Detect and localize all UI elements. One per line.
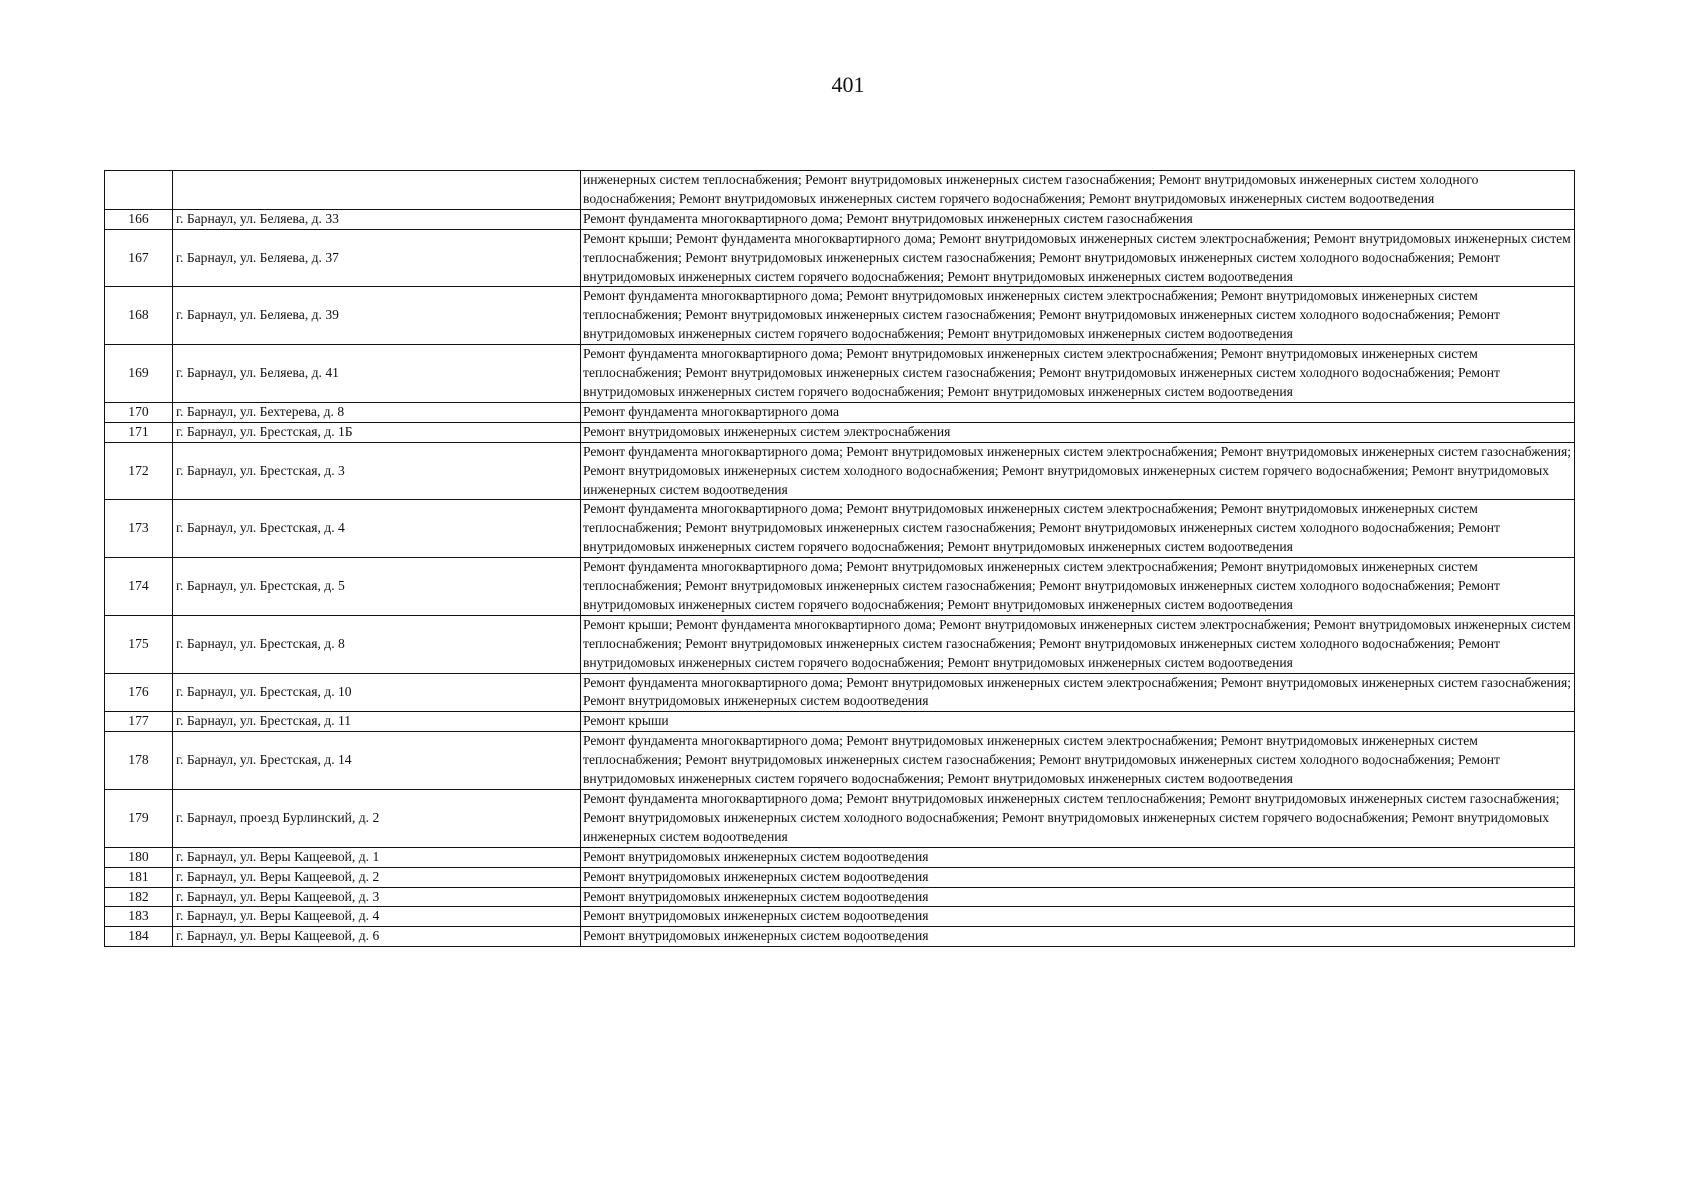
row-number: 175 bbox=[105, 615, 173, 673]
row-number: 184 bbox=[105, 927, 173, 947]
row-work-types: Ремонт внутридомовых инженерных систем электроснабжения bbox=[581, 422, 1575, 442]
row-number: 182 bbox=[105, 887, 173, 907]
row-address: г. Барнаул, ул. Брестская, д. 10 bbox=[173, 673, 581, 712]
row-number: 171 bbox=[105, 422, 173, 442]
row-address: г. Барнаул, ул. Веры Кащеевой, д. 4 bbox=[173, 907, 581, 927]
row-number: 174 bbox=[105, 558, 173, 616]
row-address: г. Барнаул, ул. Беляева, д. 33 bbox=[173, 209, 581, 229]
table-row bbox=[105, 229, 1575, 287]
row-number: 168 bbox=[105, 287, 173, 345]
table-row bbox=[105, 422, 1575, 442]
page-number: 401 bbox=[831, 72, 865, 97]
row-work-types: Ремонт фундамента многоквартирного дома; Ремонт внутридомовых инженерных систем электроснабжения; Ремонт внутридомовых инженерных систем теплоснабжения; Ремонт внутридомовых инженерных систем газоснабжения; Ремонт внутридомовых инженерных систем холодного водоснабжения; Ремонт внутридомовых инженерных систем горячего водоснабжения; Ремонт внутридомовых инженерных систем водоотведения bbox=[581, 500, 1575, 558]
row-work-types: Ремонт фундамента многоквартирного дома; Ремонт внутридомовых инженерных систем электроснабжения; Ремонт внутридомовых инженерных систем теплоснабжения; Ремонт внутридомовых инженерных систем газоснабжения; Ремонт внутридомовых инженерных систем холодного водоснабжения; Ремонт внутридомовых инженерных систем горячего водоснабжения; Ремонт внутридомовых инженерных систем водоотведения bbox=[581, 558, 1575, 616]
table-row bbox=[105, 287, 1575, 345]
table-row bbox=[105, 712, 1575, 732]
row-work-types: Ремонт фундамента многоквартирного дома bbox=[581, 402, 1575, 422]
row-address: г. Барнаул, ул. Брестская, д. 8 bbox=[173, 615, 581, 673]
row-address: г. Барнаул, ул. Беляева, д. 37 bbox=[173, 229, 581, 287]
row-number: 176 bbox=[105, 673, 173, 712]
row-number: 183 bbox=[105, 907, 173, 927]
row-address: г. Барнаул, ул. Брестская, д. 14 bbox=[173, 732, 581, 790]
row-work-types: Ремонт фундамента многоквартирного дома; Ремонт внутридомовых инженерных систем электроснабжения; Ремонт внутридомовых инженерных систем газоснабжения; Ремонт внутридомовых инженерных систем холодного водоснабжения; Ремонт внутридомовых инженерных систем горячего водоснабжения; Ремонт внутридомовых инженерных систем водоотведения bbox=[581, 442, 1575, 500]
row-address: г. Барнаул, ул. Беляева, д. 39 bbox=[173, 287, 581, 345]
row-number: 166 bbox=[105, 209, 173, 229]
table-row bbox=[105, 209, 1575, 229]
row-work-types: Ремонт фундамента многоквартирного дома; Ремонт внутридомовых инженерных систем электроснабжения; Ремонт внутридомовых инженерных систем теплоснабжения; Ремонт внутридомовых инженерных систем газоснабжения; Ремонт внутридомовых инженерных систем холодного водоснабжения; Ремонт внутридомовых инженерных систем горячего водоснабжения; Ремонт внутридомовых инженерных систем водоотведения bbox=[581, 732, 1575, 790]
row-work-types: Ремонт фундамента многоквартирного дома; Ремонт внутридомовых инженерных систем теплоснабжения; Ремонт внутридомовых инженерных систем газоснабжения; Ремонт внутридомовых инженерных систем холодного водоснабжения; Ремонт внутридомовых инженерных систем горячего водоснабжения; Ремонт внутридомовых инженерных систем водоотведения bbox=[581, 790, 1575, 848]
row-address: г. Барнаул, ул. Брестская, д. 3 bbox=[173, 442, 581, 500]
table-row bbox=[105, 887, 1575, 907]
row-number: 172 bbox=[105, 442, 173, 500]
row-number: 181 bbox=[105, 867, 173, 887]
row-address: г. Барнаул, ул. Брестская, д. 4 bbox=[173, 500, 581, 558]
row-work-types: Ремонт фундамента многоквартирного дома; Ремонт внутридомовых инженерных систем газоснабжения bbox=[581, 209, 1575, 229]
row-work-types: Ремонт фундамента многоквартирного дома; Ремонт внутридомовых инженерных систем электроснабжения; Ремонт внутридомовых инженерных систем газоснабжения; Ремонт внутридомовых инженерных систем водоотведения bbox=[581, 673, 1575, 712]
row-address: г. Барнаул, ул. Веры Кащеевой, д. 1 bbox=[173, 847, 581, 867]
row-work-types: Ремонт фундамента многоквартирного дома; Ремонт внутридомовых инженерных систем электроснабжения; Ремонт внутридомовых инженерных систем теплоснабжения; Ремонт внутридомовых инженерных систем газоснабжения; Ремонт внутридомовых инженерных систем холодного водоснабжения; Ремонт внутридомовых инженерных систем горячего водоснабжения; Ремонт внутридомовых инженерных систем водоотведения bbox=[581, 287, 1575, 345]
table-row bbox=[105, 345, 1575, 403]
row-address bbox=[173, 171, 581, 210]
table-row bbox=[105, 907, 1575, 927]
row-address: г. Барнаул, ул. Веры Кащеевой, д. 3 bbox=[173, 887, 581, 907]
row-address: г. Барнаул, ул. Веры Кащеевой, д. 2 bbox=[173, 867, 581, 887]
row-address: г. Барнаул, ул. Брестская, д. 1Б bbox=[173, 422, 581, 442]
row-number: 178 bbox=[105, 732, 173, 790]
row-number: 177 bbox=[105, 712, 173, 732]
row-number: 173 bbox=[105, 500, 173, 558]
row-address: г. Барнаул, ул. Веры Кащеевой, д. 6 bbox=[173, 927, 581, 947]
row-number: 169 bbox=[105, 345, 173, 403]
table-row bbox=[105, 867, 1575, 887]
row-address: г. Барнаул, проезд Бурлинский, д. 2 bbox=[173, 790, 581, 848]
row-work-types: Ремонт внутридомовых инженерных систем водоотведения bbox=[581, 887, 1575, 907]
row-work-types: Ремонт крыши bbox=[581, 712, 1575, 732]
table-row bbox=[105, 442, 1575, 500]
row-address: г. Барнаул, ул. Бехтерева, д. 8 bbox=[173, 402, 581, 422]
row-address: г. Барнаул, ул. Брестская, д. 11 bbox=[173, 712, 581, 732]
table-row bbox=[105, 927, 1575, 947]
row-work-types: Ремонт крыши; Ремонт фундамента многоквартирного дома; Ремонт внутридомовых инженерных систем электроснабжения; Ремонт внутридомовых инженерных систем теплоснабжения; Ремонт внутридомовых инженерных систем газоснабжения; Ремонт внутридомовых инженерных систем холодного водоснабжения; Ремонт внутридомовых инженерных систем горячего водоснабжения; Ремонт внутридомовых инженерных систем водоотведения bbox=[581, 229, 1575, 287]
row-work-types: инженерных систем теплоснабжения; Ремонт внутридомовых инженерных систем газоснабжения; Ремонт внутридомовых инженерных систем холодного водоснабжения; Ремонт внутридомовых инженерных систем горячего водоснабжения; Ремонт внутридомовых инженерных систем водоотведения bbox=[581, 171, 1575, 210]
row-number: 170 bbox=[105, 402, 173, 422]
table-row bbox=[105, 673, 1575, 712]
table-row bbox=[105, 171, 1575, 210]
row-address: г. Барнаул, ул. Брестская, д. 5 bbox=[173, 558, 581, 616]
works-table bbox=[104, 170, 1575, 947]
row-work-types: Ремонт фундамента многоквартирного дома; Ремонт внутридомовых инженерных систем электроснабжения; Ремонт внутридомовых инженерных систем теплоснабжения; Ремонт внутридомовых инженерных систем газоснабжения; Ремонт внутридомовых инженерных систем холодного водоснабжения; Ремонт внутридомовых инженерных систем горячего водоснабжения; Ремонт внутридомовых инженерных систем водоотведения bbox=[581, 345, 1575, 403]
table-body bbox=[105, 171, 1575, 947]
row-number: 167 bbox=[105, 229, 173, 287]
table-row bbox=[105, 847, 1575, 867]
row-work-types: Ремонт внутридомовых инженерных систем водоотведения bbox=[581, 927, 1575, 947]
row-work-types: Ремонт внутридомовых инженерных систем водоотведения bbox=[581, 867, 1575, 887]
table-row bbox=[105, 402, 1575, 422]
table-row bbox=[105, 500, 1575, 558]
row-work-types: Ремонт внутридомовых инженерных систем водоотведения bbox=[581, 907, 1575, 927]
row-number bbox=[105, 171, 173, 210]
row-number: 180 bbox=[105, 847, 173, 867]
row-address: г. Барнаул, ул. Беляева, д. 41 bbox=[173, 345, 581, 403]
row-number: 179 bbox=[105, 790, 173, 848]
table-row bbox=[105, 558, 1575, 616]
table-row bbox=[105, 732, 1575, 790]
table-row bbox=[105, 790, 1575, 848]
row-work-types: Ремонт крыши; Ремонт фундамента многоквартирного дома; Ремонт внутридомовых инженерных систем электроснабжения; Ремонт внутридомовых инженерных систем теплоснабжения; Ремонт внутридомовых инженерных систем газоснабжения; Ремонт внутридомовых инженерных систем холодного водоснабжения; Ремонт внутридомовых инженерных систем горячего водоснабжения; Ремонт внутридомовых инженерных систем водоотведения bbox=[581, 615, 1575, 673]
table-row bbox=[105, 615, 1575, 673]
row-work-types: Ремонт внутридомовых инженерных систем водоотведения bbox=[581, 847, 1575, 867]
